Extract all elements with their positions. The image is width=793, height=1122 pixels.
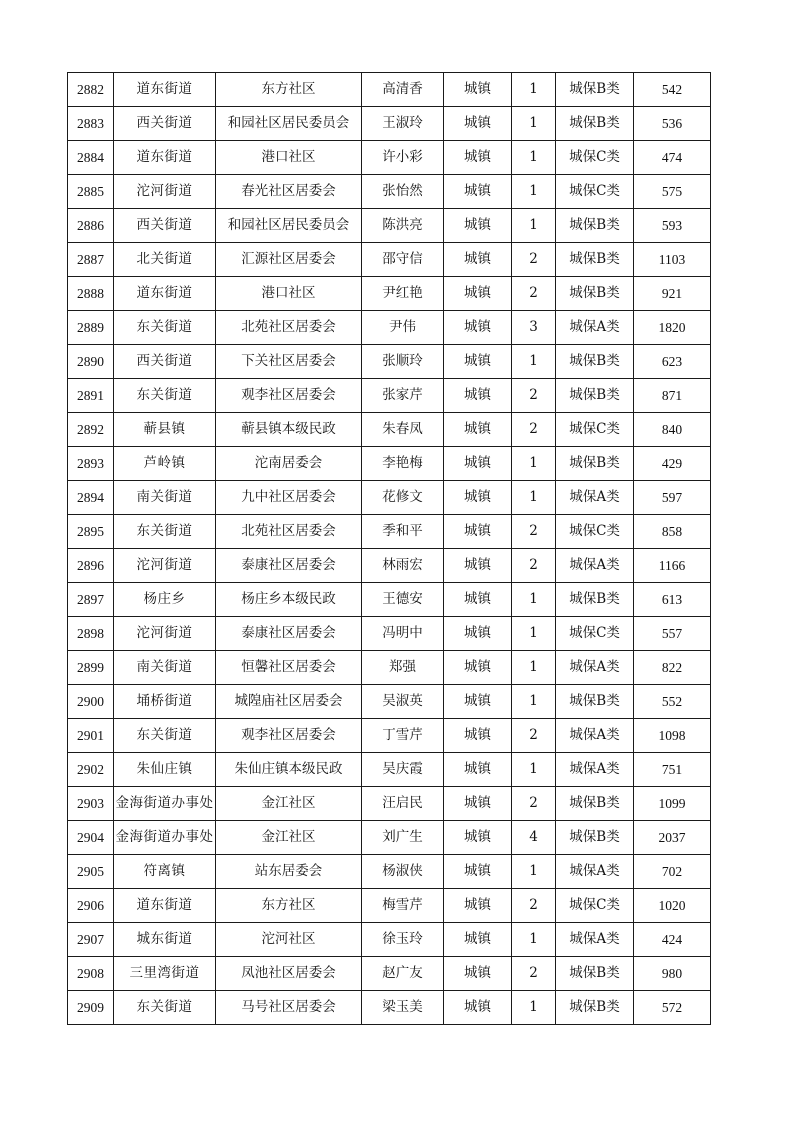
cell-category: 城保B类 bbox=[556, 685, 634, 719]
cell-household-size: 1 bbox=[512, 991, 556, 1025]
cell-category: 城保B类 bbox=[556, 73, 634, 107]
cell-name: 汪启民 bbox=[362, 787, 444, 821]
cell-community: 杨庄乡本级民政 bbox=[216, 583, 362, 617]
cell-serial-no: 2886 bbox=[68, 209, 114, 243]
cell-community: 和园社区居民委员会 bbox=[216, 209, 362, 243]
table-row bbox=[68, 107, 711, 141]
cell-community: 马号社区居委会 bbox=[216, 991, 362, 1025]
cell-amount: 623 bbox=[634, 345, 711, 379]
cell-serial-no: 2899 bbox=[68, 651, 114, 685]
cell-household-size: 1 bbox=[512, 175, 556, 209]
cell-serial-no: 2902 bbox=[68, 753, 114, 787]
cell-serial-no: 2896 bbox=[68, 549, 114, 583]
cell-community: 泰康社区居委会 bbox=[216, 549, 362, 583]
cell-household-size: 2 bbox=[512, 787, 556, 821]
cell-street: 道东街道 bbox=[114, 277, 216, 311]
cell-category: 城保A类 bbox=[556, 753, 634, 787]
cell-amount: 858 bbox=[634, 515, 711, 549]
cell-amount: 921 bbox=[634, 277, 711, 311]
cell-name: 赵广友 bbox=[362, 957, 444, 991]
cell-area-type: 城镇 bbox=[444, 107, 512, 141]
cell-amount: 2037 bbox=[634, 821, 711, 855]
cell-street: 西关街道 bbox=[114, 209, 216, 243]
cell-household-size: 1 bbox=[512, 651, 556, 685]
cell-category: 城保B类 bbox=[556, 583, 634, 617]
cell-name: 梁玉美 bbox=[362, 991, 444, 1025]
cell-household-size: 1 bbox=[512, 107, 556, 141]
cell-community: 观李社区居委会 bbox=[216, 379, 362, 413]
cell-serial-no: 2897 bbox=[68, 583, 114, 617]
cell-category: 城保B类 bbox=[556, 447, 634, 481]
cell-category: 城保C类 bbox=[556, 889, 634, 923]
cell-category: 城保C类 bbox=[556, 413, 634, 447]
cell-category: 城保A类 bbox=[556, 481, 634, 515]
cell-area-type: 城镇 bbox=[444, 719, 512, 753]
cell-category: 城保B类 bbox=[556, 379, 634, 413]
cell-amount: 751 bbox=[634, 753, 711, 787]
table-row bbox=[68, 209, 711, 243]
cell-area-type: 城镇 bbox=[444, 923, 512, 957]
table-row bbox=[68, 447, 711, 481]
cell-community: 沱河社区 bbox=[216, 923, 362, 957]
cell-household-size: 1 bbox=[512, 855, 556, 889]
cell-street: 金海街道办事处 bbox=[114, 821, 216, 855]
cell-street: 西关街道 bbox=[114, 107, 216, 141]
cell-category: 城保B类 bbox=[556, 991, 634, 1025]
cell-amount: 1166 bbox=[634, 549, 711, 583]
cell-name: 花修文 bbox=[362, 481, 444, 515]
cell-area-type: 城镇 bbox=[444, 889, 512, 923]
cell-name: 许小彩 bbox=[362, 141, 444, 175]
cell-street: 东关街道 bbox=[114, 719, 216, 753]
cell-street: 杨庄乡 bbox=[114, 583, 216, 617]
cell-street: 城东街道 bbox=[114, 923, 216, 957]
table-row bbox=[68, 515, 711, 549]
cell-street: 朱仙庄镇 bbox=[114, 753, 216, 787]
cell-serial-no: 2885 bbox=[68, 175, 114, 209]
cell-community: 港口社区 bbox=[216, 141, 362, 175]
table-row bbox=[68, 175, 711, 209]
cell-community: 汇源社区居委会 bbox=[216, 243, 362, 277]
cell-name: 朱春凤 bbox=[362, 413, 444, 447]
cell-community: 凤池社区居委会 bbox=[216, 957, 362, 991]
benefit-records-table bbox=[67, 72, 711, 1025]
cell-street: 东关街道 bbox=[114, 311, 216, 345]
cell-street: 沱河街道 bbox=[114, 175, 216, 209]
cell-community: 蕲县镇本级民政 bbox=[216, 413, 362, 447]
cell-street: 蕲县镇 bbox=[114, 413, 216, 447]
cell-amount: 980 bbox=[634, 957, 711, 991]
cell-street: 东关街道 bbox=[114, 515, 216, 549]
cell-household-size: 2 bbox=[512, 277, 556, 311]
cell-category: 城保B类 bbox=[556, 107, 634, 141]
cell-category: 城保B类 bbox=[556, 787, 634, 821]
cell-household-size: 2 bbox=[512, 243, 556, 277]
cell-category: 城保B类 bbox=[556, 209, 634, 243]
cell-category: 城保B类 bbox=[556, 821, 634, 855]
cell-serial-no: 2904 bbox=[68, 821, 114, 855]
cell-name: 高清香 bbox=[362, 73, 444, 107]
cell-household-size: 1 bbox=[512, 685, 556, 719]
cell-name: 李艳梅 bbox=[362, 447, 444, 481]
cell-category: 城保A类 bbox=[556, 549, 634, 583]
cell-household-size: 2 bbox=[512, 719, 556, 753]
cell-serial-no: 2908 bbox=[68, 957, 114, 991]
cell-name: 尹伟 bbox=[362, 311, 444, 345]
cell-serial-no: 2889 bbox=[68, 311, 114, 345]
cell-area-type: 城镇 bbox=[444, 787, 512, 821]
cell-serial-no: 2883 bbox=[68, 107, 114, 141]
cell-amount: 613 bbox=[634, 583, 711, 617]
table-row bbox=[68, 379, 711, 413]
table-row bbox=[68, 855, 711, 889]
cell-name: 徐玉玲 bbox=[362, 923, 444, 957]
cell-amount: 424 bbox=[634, 923, 711, 957]
table-row bbox=[68, 889, 711, 923]
cell-household-size: 1 bbox=[512, 209, 556, 243]
table-row bbox=[68, 957, 711, 991]
cell-amount: 1820 bbox=[634, 311, 711, 345]
cell-area-type: 城镇 bbox=[444, 379, 512, 413]
cell-household-size: 3 bbox=[512, 311, 556, 345]
cell-amount: 840 bbox=[634, 413, 711, 447]
cell-serial-no: 2909 bbox=[68, 991, 114, 1025]
cell-amount: 1103 bbox=[634, 243, 711, 277]
cell-household-size: 2 bbox=[512, 957, 556, 991]
cell-area-type: 城镇 bbox=[444, 821, 512, 855]
cell-name: 郑强 bbox=[362, 651, 444, 685]
cell-area-type: 城镇 bbox=[444, 753, 512, 787]
table-row bbox=[68, 821, 711, 855]
cell-area-type: 城镇 bbox=[444, 73, 512, 107]
table-row bbox=[68, 481, 711, 515]
cell-serial-no: 2890 bbox=[68, 345, 114, 379]
cell-amount: 572 bbox=[634, 991, 711, 1025]
cell-community: 北苑社区居委会 bbox=[216, 311, 362, 345]
cell-community: 朱仙庄镇本级民政 bbox=[216, 753, 362, 787]
cell-amount: 575 bbox=[634, 175, 711, 209]
cell-serial-no: 2891 bbox=[68, 379, 114, 413]
cell-household-size: 1 bbox=[512, 923, 556, 957]
cell-serial-no: 2884 bbox=[68, 141, 114, 175]
cell-category: 城保A类 bbox=[556, 855, 634, 889]
cell-community: 观李社区居委会 bbox=[216, 719, 362, 753]
cell-area-type: 城镇 bbox=[444, 651, 512, 685]
cell-serial-no: 2882 bbox=[68, 73, 114, 107]
cell-area-type: 城镇 bbox=[444, 583, 512, 617]
cell-household-size: 1 bbox=[512, 141, 556, 175]
cell-name: 杨淑侠 bbox=[362, 855, 444, 889]
cell-area-type: 城镇 bbox=[444, 277, 512, 311]
cell-category: 城保C类 bbox=[556, 617, 634, 651]
cell-name: 刘广生 bbox=[362, 821, 444, 855]
cell-amount: 542 bbox=[634, 73, 711, 107]
table-row bbox=[68, 753, 711, 787]
cell-household-size: 2 bbox=[512, 889, 556, 923]
cell-category: 城保A类 bbox=[556, 719, 634, 753]
cell-name: 丁雪芹 bbox=[362, 719, 444, 753]
cell-name: 陈洪亮 bbox=[362, 209, 444, 243]
cell-area-type: 城镇 bbox=[444, 481, 512, 515]
cell-area-type: 城镇 bbox=[444, 549, 512, 583]
cell-category: 城保A类 bbox=[556, 311, 634, 345]
cell-category: 城保B类 bbox=[556, 345, 634, 379]
cell-serial-no: 2900 bbox=[68, 685, 114, 719]
cell-household-size: 1 bbox=[512, 481, 556, 515]
cell-area-type: 城镇 bbox=[444, 685, 512, 719]
cell-household-size: 2 bbox=[512, 379, 556, 413]
cell-household-size: 2 bbox=[512, 549, 556, 583]
cell-street: 道东街道 bbox=[114, 141, 216, 175]
cell-name: 林雨宏 bbox=[362, 549, 444, 583]
cell-area-type: 城镇 bbox=[444, 991, 512, 1025]
cell-name: 冯明中 bbox=[362, 617, 444, 651]
cell-name: 王淑玲 bbox=[362, 107, 444, 141]
cell-name: 梅雪芹 bbox=[362, 889, 444, 923]
cell-street: 道东街道 bbox=[114, 889, 216, 923]
cell-area-type: 城镇 bbox=[444, 515, 512, 549]
cell-serial-no: 2901 bbox=[68, 719, 114, 753]
table-row bbox=[68, 141, 711, 175]
cell-street: 沱河街道 bbox=[114, 617, 216, 651]
cell-amount: 1020 bbox=[634, 889, 711, 923]
cell-area-type: 城镇 bbox=[444, 311, 512, 345]
cell-community: 站东居委会 bbox=[216, 855, 362, 889]
cell-street: 沱河街道 bbox=[114, 549, 216, 583]
cell-amount: 536 bbox=[634, 107, 711, 141]
cell-street: 埇桥街道 bbox=[114, 685, 216, 719]
cell-street: 东关街道 bbox=[114, 991, 216, 1025]
cell-amount: 429 bbox=[634, 447, 711, 481]
cell-street: 三里湾街道 bbox=[114, 957, 216, 991]
cell-name: 王德安 bbox=[362, 583, 444, 617]
cell-street: 北关街道 bbox=[114, 243, 216, 277]
cell-serial-no: 2888 bbox=[68, 277, 114, 311]
cell-street: 道东街道 bbox=[114, 73, 216, 107]
table-row bbox=[68, 685, 711, 719]
cell-community: 北苑社区居委会 bbox=[216, 515, 362, 549]
cell-amount: 557 bbox=[634, 617, 711, 651]
cell-serial-no: 2894 bbox=[68, 481, 114, 515]
table-row bbox=[68, 277, 711, 311]
cell-community: 九中社区居委会 bbox=[216, 481, 362, 515]
cell-name: 张家芹 bbox=[362, 379, 444, 413]
cell-amount: 597 bbox=[634, 481, 711, 515]
cell-street: 南关街道 bbox=[114, 481, 216, 515]
cell-household-size: 1 bbox=[512, 73, 556, 107]
cell-household-size: 1 bbox=[512, 617, 556, 651]
cell-amount: 474 bbox=[634, 141, 711, 175]
cell-category: 城保A类 bbox=[556, 651, 634, 685]
cell-amount: 1098 bbox=[634, 719, 711, 753]
cell-category: 城保C类 bbox=[556, 175, 634, 209]
cell-community: 和园社区居民委员会 bbox=[216, 107, 362, 141]
cell-category: 城保B类 bbox=[556, 277, 634, 311]
cell-household-size: 2 bbox=[512, 515, 556, 549]
cell-serial-no: 2892 bbox=[68, 413, 114, 447]
cell-household-size: 1 bbox=[512, 447, 556, 481]
cell-name: 张顺玲 bbox=[362, 345, 444, 379]
cell-community: 金江社区 bbox=[216, 787, 362, 821]
cell-street: 南关街道 bbox=[114, 651, 216, 685]
cell-name: 吴庆霞 bbox=[362, 753, 444, 787]
cell-category: 城保C类 bbox=[556, 141, 634, 175]
cell-amount: 1099 bbox=[634, 787, 711, 821]
cell-amount: 822 bbox=[634, 651, 711, 685]
table-row bbox=[68, 413, 711, 447]
cell-street: 芦岭镇 bbox=[114, 447, 216, 481]
cell-serial-no: 2887 bbox=[68, 243, 114, 277]
cell-category: 城保B类 bbox=[556, 957, 634, 991]
cell-area-type: 城镇 bbox=[444, 175, 512, 209]
cell-household-size: 1 bbox=[512, 583, 556, 617]
table-row bbox=[68, 651, 711, 685]
table-body bbox=[68, 73, 711, 1025]
cell-name: 尹红艳 bbox=[362, 277, 444, 311]
cell-community: 下关社区居委会 bbox=[216, 345, 362, 379]
cell-street: 东关街道 bbox=[114, 379, 216, 413]
cell-community: 城隍庙社区居委会 bbox=[216, 685, 362, 719]
cell-household-size: 4 bbox=[512, 821, 556, 855]
cell-community: 东方社区 bbox=[216, 73, 362, 107]
table-row bbox=[68, 549, 711, 583]
table-row bbox=[68, 73, 711, 107]
table-row bbox=[68, 719, 711, 753]
cell-amount: 871 bbox=[634, 379, 711, 413]
cell-street: 金海街道办事处 bbox=[114, 787, 216, 821]
cell-serial-no: 2905 bbox=[68, 855, 114, 889]
cell-community: 恒馨社区居委会 bbox=[216, 651, 362, 685]
cell-amount: 702 bbox=[634, 855, 711, 889]
cell-category: 城保B类 bbox=[556, 243, 634, 277]
cell-name: 季和平 bbox=[362, 515, 444, 549]
table-row bbox=[68, 617, 711, 651]
cell-area-type: 城镇 bbox=[444, 243, 512, 277]
table-row bbox=[68, 345, 711, 379]
cell-serial-no: 2907 bbox=[68, 923, 114, 957]
cell-community: 春光社区居委会 bbox=[216, 175, 362, 209]
cell-category: 城保C类 bbox=[556, 515, 634, 549]
cell-community: 沱南居委会 bbox=[216, 447, 362, 481]
cell-area-type: 城镇 bbox=[444, 957, 512, 991]
cell-community: 泰康社区居委会 bbox=[216, 617, 362, 651]
table-row bbox=[68, 923, 711, 957]
cell-community: 东方社区 bbox=[216, 889, 362, 923]
cell-household-size: 1 bbox=[512, 753, 556, 787]
cell-area-type: 城镇 bbox=[444, 141, 512, 175]
cell-street: 西关街道 bbox=[114, 345, 216, 379]
cell-community: 金江社区 bbox=[216, 821, 362, 855]
table-row bbox=[68, 991, 711, 1025]
cell-category: 城保A类 bbox=[556, 923, 634, 957]
cell-area-type: 城镇 bbox=[444, 209, 512, 243]
cell-area-type: 城镇 bbox=[444, 617, 512, 651]
cell-area-type: 城镇 bbox=[444, 413, 512, 447]
cell-name: 邵守信 bbox=[362, 243, 444, 277]
cell-serial-no: 2893 bbox=[68, 447, 114, 481]
cell-serial-no: 2903 bbox=[68, 787, 114, 821]
cell-amount: 552 bbox=[634, 685, 711, 719]
cell-serial-no: 2898 bbox=[68, 617, 114, 651]
table-row bbox=[68, 243, 711, 277]
table-row bbox=[68, 311, 711, 345]
cell-name: 吴淑英 bbox=[362, 685, 444, 719]
cell-community: 港口社区 bbox=[216, 277, 362, 311]
cell-area-type: 城镇 bbox=[444, 345, 512, 379]
cell-household-size: 2 bbox=[512, 413, 556, 447]
table-row bbox=[68, 787, 711, 821]
cell-household-size: 1 bbox=[512, 345, 556, 379]
cell-serial-no: 2906 bbox=[68, 889, 114, 923]
cell-area-type: 城镇 bbox=[444, 855, 512, 889]
cell-serial-no: 2895 bbox=[68, 515, 114, 549]
cell-amount: 593 bbox=[634, 209, 711, 243]
table-row bbox=[68, 583, 711, 617]
cell-street: 符离镇 bbox=[114, 855, 216, 889]
cell-name: 张怡然 bbox=[362, 175, 444, 209]
cell-area-type: 城镇 bbox=[444, 447, 512, 481]
